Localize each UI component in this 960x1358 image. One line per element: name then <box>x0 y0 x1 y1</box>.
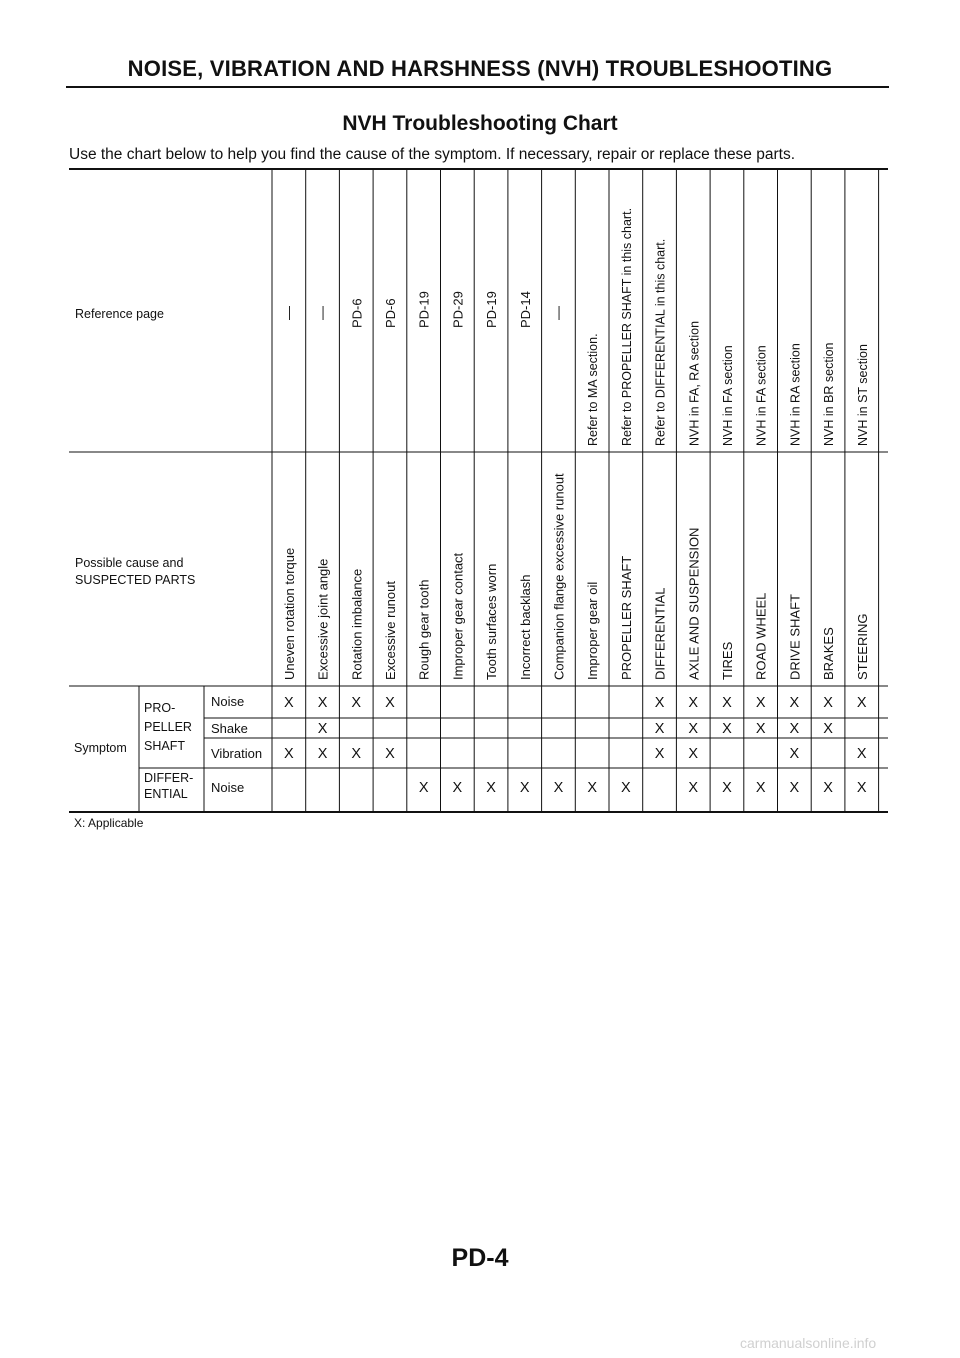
suspected-part-header: Tooth surfaces worn <box>484 563 500 680</box>
reference-page-cell: NVH in FA, RA section <box>687 320 702 446</box>
suspected-part-header: Improper gear oil <box>585 581 601 680</box>
applicable-mark: X <box>755 695 766 711</box>
applicable-mark: X <box>654 746 665 762</box>
reference-page-cell: Refer to PROPELLER SHAFT in this chart. <box>619 207 634 446</box>
suspected-part-header: DRIVE SHAFT <box>787 594 803 680</box>
intro-text: Use the chart below to help you find the cause of the symptom. If necessary, repair or replace these parts. <box>69 146 796 163</box>
group-label-propeller-shaft: PELLER <box>144 720 192 734</box>
applicable-mark: X <box>688 695 699 711</box>
suspected-part-header: Rotation imbalance <box>349 568 365 680</box>
applicable-mark: X <box>688 746 699 762</box>
reference-page-cell: — <box>279 306 296 320</box>
suspected-part-header: Companion flange excessive runout <box>551 473 567 680</box>
applicable-mark: X <box>317 746 328 762</box>
reference-page-cell: Refer to MA section. <box>586 333 601 446</box>
possible-cause-label: Possible cause and <box>75 556 184 570</box>
applicable-mark: X <box>856 746 867 762</box>
applicable-mark: X <box>317 695 328 711</box>
group-label-differential: DIFFER- <box>144 771 194 785</box>
applicable-mark: X <box>856 695 867 711</box>
group-label-propeller-shaft: SHAFT <box>144 739 185 753</box>
applicable-mark: X <box>385 695 395 711</box>
reference-page-cell: — <box>313 306 330 320</box>
applicable-mark: X <box>587 780 597 796</box>
applicable-mark: X <box>856 780 867 796</box>
applicable-mark: X <box>755 721 766 737</box>
reference-page-cell: PD-19 <box>416 291 432 328</box>
applicable-mark: X <box>823 721 833 737</box>
applicable-mark: X <box>284 746 294 762</box>
applicable-mark: X <box>317 721 328 737</box>
suspected-part-header: Incorrect backlash <box>517 574 533 680</box>
suspected-part-header: PROPELLER SHAFT <box>618 555 634 680</box>
applicable-mark: X <box>688 721 699 737</box>
reference-page-cell: Refer to DIFFERENTIAL in this chart. <box>653 238 668 446</box>
applicable-mark: X <box>688 780 699 796</box>
applicable-mark: X <box>722 721 732 737</box>
reference-page-cell: — <box>549 306 566 320</box>
suspected-part-header: TIRES <box>719 641 735 680</box>
page-header-title: NOISE, VIBRATION AND HARSHNESS (NVH) TROUBLESHOOTING <box>127 56 833 81</box>
section-title: NVH Troubleshooting Chart <box>342 112 618 135</box>
reference-page-cell: NVH in ST section <box>855 344 870 446</box>
suspected-part-header: BRAKES <box>821 627 837 680</box>
symptom-name: Shake <box>211 721 248 736</box>
group-label-propeller-shaft: PRO- <box>144 701 176 715</box>
applicable-mark: X <box>789 721 800 737</box>
reference-page-cell: PD-6 <box>382 298 398 328</box>
applicable-mark: X <box>722 780 732 796</box>
symptom-name: Noise <box>211 694 245 709</box>
reference-page-cell: NVH in FA section <box>754 345 769 446</box>
applicable-mark: X <box>621 780 631 796</box>
footnote: X: Applicable <box>74 816 144 830</box>
applicable-mark: X <box>385 746 395 762</box>
applicable-mark: X <box>789 780 800 796</box>
applicable-mark: X <box>351 746 362 762</box>
reference-page-cell: PD-14 <box>517 291 533 328</box>
reference-page-cell: PD-19 <box>484 291 500 328</box>
suspected-part-header: DIFFERENTIAL <box>652 587 668 680</box>
applicable-mark: X <box>755 780 766 796</box>
reference-page-cell: NVH in FA section <box>720 345 735 446</box>
suspected-part-header: Excessive joint angle <box>315 558 331 680</box>
suspected-part-header: Uneven rotation torque <box>281 547 297 680</box>
suspected-part-header: Rough gear tooth <box>416 579 432 680</box>
applicable-mark: X <box>789 746 800 762</box>
suspected-part-header: ROAD WHEEL <box>753 592 769 680</box>
suspected-part-header: Improper gear contact <box>450 552 466 680</box>
applicable-mark: X <box>553 780 564 796</box>
reference-page-label: Reference page <box>75 307 164 321</box>
applicable-mark: X <box>519 780 530 796</box>
applicable-mark: X <box>486 780 496 796</box>
applicable-mark: X <box>351 695 362 711</box>
suspected-part-header: STEERING <box>854 613 870 680</box>
applicable-mark: X <box>452 780 463 796</box>
suspected-part-header: Excessive runout <box>382 581 398 680</box>
reference-page-cell: PD-6 <box>349 298 365 328</box>
reference-page-cell: NVH in BR section <box>822 342 837 446</box>
symptom-name: Noise <box>211 780 245 795</box>
applicable-mark: X <box>722 695 732 711</box>
applicable-mark: X <box>418 780 429 796</box>
suspected-parts-label: SUSPECTED PARTS <box>75 573 196 587</box>
applicable-mark: X <box>823 695 833 711</box>
applicable-mark: X <box>654 695 665 711</box>
applicable-mark: X <box>284 695 294 711</box>
symptom-label: Symptom <box>74 741 127 755</box>
watermark: carmanualsonline.info <box>740 1335 877 1351</box>
page-number: PD-4 <box>451 1244 509 1272</box>
reference-page-cell: PD-29 <box>450 291 466 328</box>
applicable-mark: X <box>789 695 800 711</box>
group-label-differential: ENTIAL <box>144 787 188 801</box>
suspected-part-header: AXLE AND SUSPENSION <box>686 527 702 680</box>
symptom-name: Vibration <box>211 746 263 761</box>
applicable-mark: X <box>823 780 833 796</box>
applicable-mark: X <box>654 721 665 737</box>
reference-page-cell: NVH in RA section <box>788 343 803 446</box>
